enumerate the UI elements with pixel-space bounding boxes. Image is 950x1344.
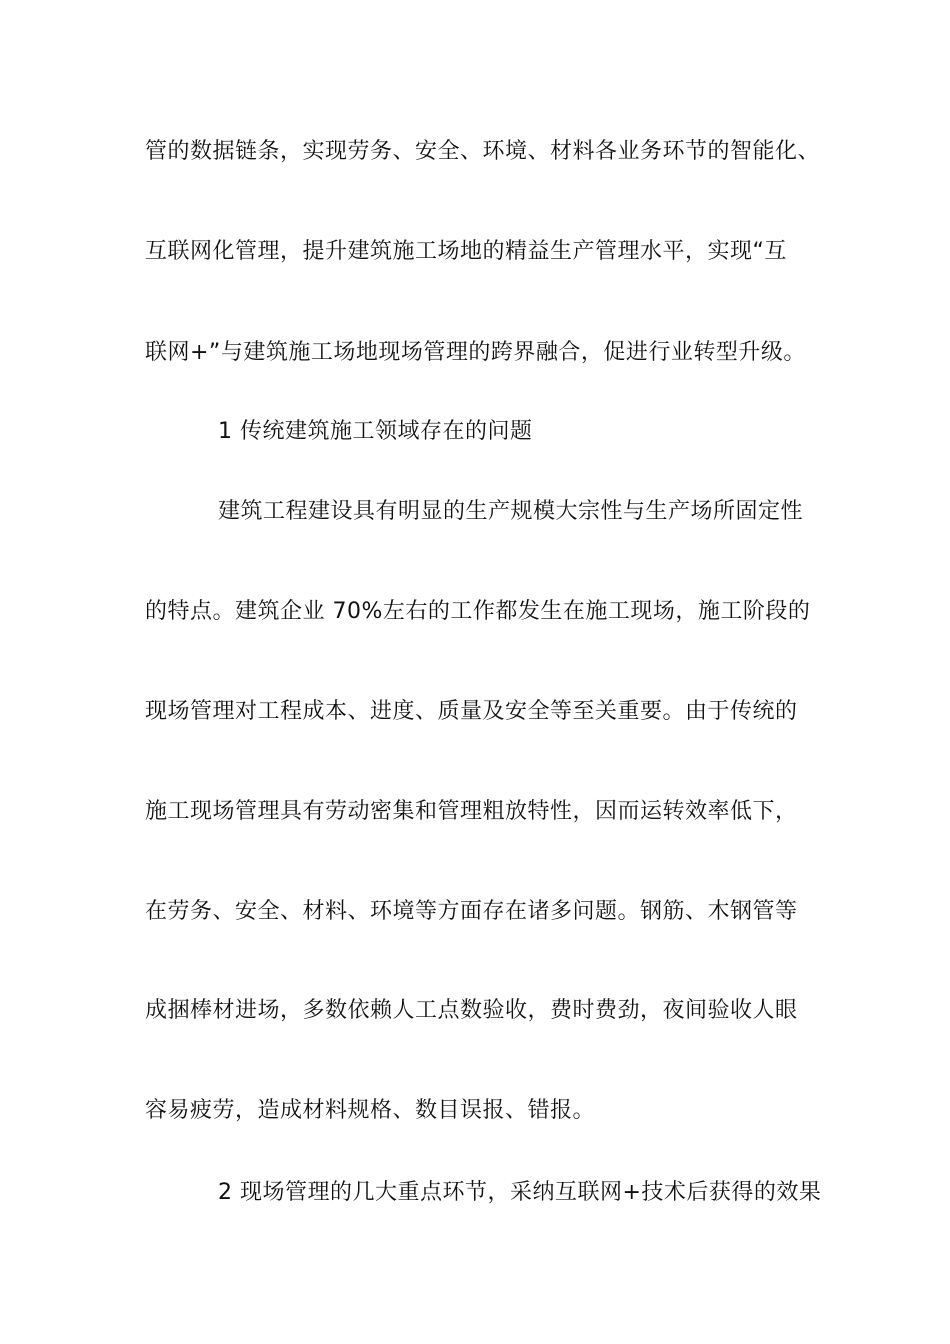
section-heading: 2 现场管理的几大重点环节，采纳互联网+技术后获得的效果 bbox=[218, 1180, 822, 1205]
paragraph-line: 在劳务、安全、材料、环境等方面存在诸多问题。钢筋、木钢管等 bbox=[145, 899, 798, 924]
paragraph-line: 现场管理对工程成本、进度、质量及安全等至关重要。由于传统的 bbox=[145, 699, 798, 724]
paragraph-line: 容易疲劳，造成材料规格、数目误报、错报。 bbox=[145, 1098, 596, 1123]
paragraph-line: 成捆棒材进场，多数依赖人工点数验收，费时费劲，夜间验收人眼 bbox=[145, 998, 798, 1023]
paragraph-line: 联网+”与建筑施工场地现场管理的跨界融合，促进行业转型升级。 bbox=[145, 340, 806, 365]
section-heading: 1 传统建筑施工领域存在的问题 bbox=[218, 419, 533, 444]
paragraph-line: 互联网化管理，提升建筑施工场地的精益生产管理水平，实现“互 bbox=[145, 239, 787, 264]
paragraph-line: 管的数据链条，实现劳务、安全、环境、材料各业务环节的智能化、 bbox=[145, 139, 821, 164]
paragraph-line: 建筑工程建设具有明显的生产规模大宗性与生产场所固定性 bbox=[218, 499, 804, 524]
paragraph-line: 的特点。建筑企业 70%左右的工作都发生在施工现场，施工阶段的 bbox=[145, 599, 811, 624]
paragraph-line: 施工现场管理具有劳动密集和管理粗放特性，因而运转效率低下， bbox=[145, 799, 798, 824]
